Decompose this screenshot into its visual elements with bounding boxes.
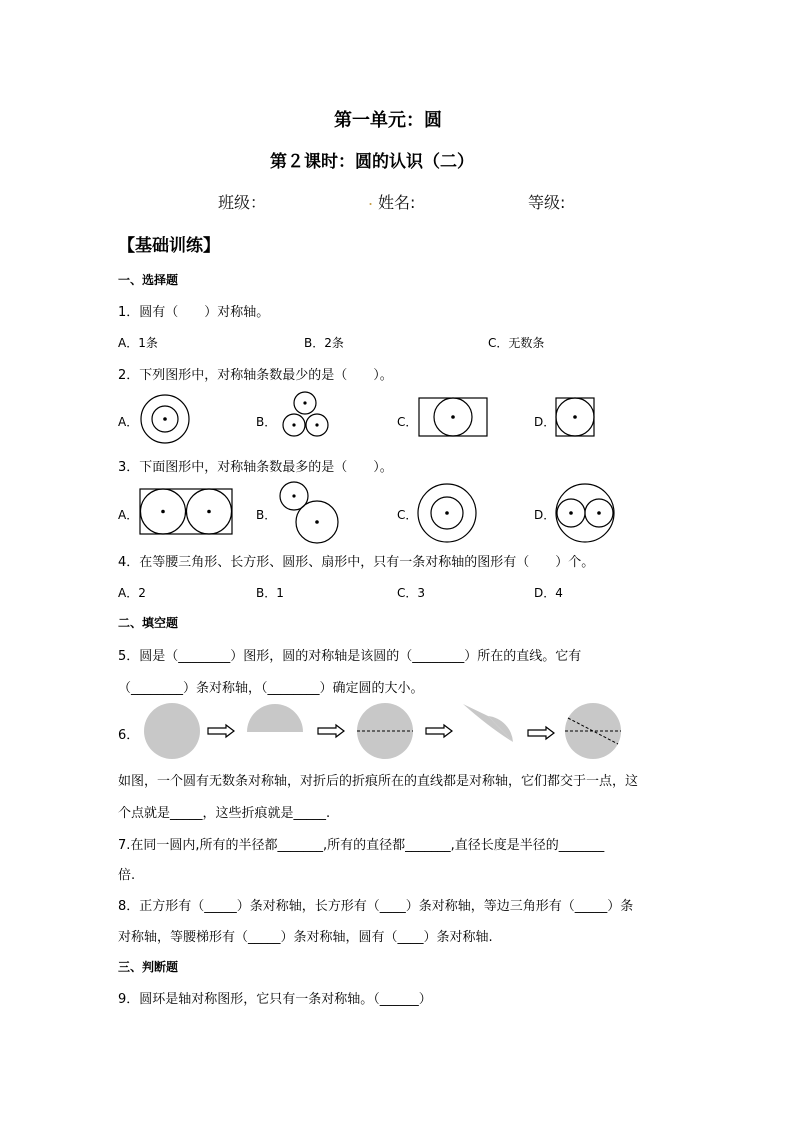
- page-subtitle: 第２课时：圆的认识（二）: [270, 152, 474, 172]
- q1-option-c: C．无数条: [488, 336, 545, 350]
- question-7-line-1: 7.在同一圆内,所有的半径都_______,所有的直径都_______,直径长度是半径的_______: [118, 838, 605, 853]
- q3-figure-b-two-touching-circles: [276, 481, 342, 545]
- q1-option-b: B．2条: [304, 336, 344, 350]
- part-heading-choice: 一、选择题: [118, 273, 179, 287]
- q4-option-d: D．4: [534, 586, 563, 600]
- part-heading-fill: 二、填空题: [118, 616, 179, 630]
- q4-option-b: B．1: [256, 586, 284, 600]
- question-9: 9．圆环是轴对称图形，它只有一条对称轴。（______）: [118, 992, 432, 1007]
- q3-figure-c-concentric-circles: [416, 482, 480, 544]
- q6-folding-sequence-figure: [140, 698, 630, 764]
- q3-option-d: D．: [534, 508, 556, 522]
- question-8-line-2: 对称轴，等腰梯形有（_____）条对称轴，圆有（____）条对称轴.: [118, 930, 493, 945]
- section-heading-basic: 【基础训练】: [118, 236, 220, 256]
- q1-option-a: A．1条: [118, 336, 158, 350]
- page-title: 第一单元：圆: [334, 110, 442, 131]
- q2-option-a: A．: [118, 415, 139, 429]
- question-7-line-2: 倍.: [118, 868, 136, 883]
- q3-option-c: C．: [397, 508, 418, 522]
- q2-figure-c-circle-in-rectangle: [418, 397, 490, 439]
- question-6-line-1: 如图，一个圆有无数条对称轴，对折后的折痕所在的直线都是对称轴，它们都交于一点，这: [118, 774, 639, 789]
- question-3: 3．下面图形中，对称轴条数最多的是（ ）。: [118, 460, 393, 475]
- q3-option-b: B．: [256, 508, 277, 522]
- decorative-dot: .: [368, 190, 374, 209]
- q3-figure-a-two-circles-in-rectangle: [139, 488, 235, 536]
- part-heading-judge: 三、判断题: [118, 960, 179, 974]
- q2-option-d: D．: [534, 415, 556, 429]
- grade-label: 等级:: [528, 193, 566, 212]
- q2-option-c: C．: [397, 415, 418, 429]
- q3-figure-d-two-circles-in-circle: [554, 482, 618, 544]
- q2-figure-d-circle-in-square: [555, 397, 597, 439]
- q4-option-c: C．3: [397, 586, 426, 600]
- question-2: 2．下列图形中，对称轴条数最少的是（ ）。: [118, 368, 393, 383]
- name-label: 姓名:: [378, 193, 416, 212]
- question-6-label: 6．: [118, 728, 140, 743]
- question-4: 4．在等腰三角形、长方形、圆形、扇形中，只有一条对称轴的图形有（ ）个。: [118, 555, 595, 570]
- question-5-line-1: 5．圆是（________）图形，圆的对称轴是该圆的（________）所在的直线。它有: [118, 649, 582, 664]
- question-5-line-2: （________）条对称轴，（________）确定圆的大小。: [118, 681, 424, 696]
- question-6-line-2: 个点就是_____，这些折痕就是_____.: [118, 806, 331, 821]
- class-label: 班级：: [218, 193, 267, 212]
- q2-figure-a-concentric-circles: [138, 393, 194, 445]
- question-1: 1．圆有（ ）对称轴。: [118, 305, 270, 320]
- q3-option-a: A．: [118, 508, 139, 522]
- question-8-line-1: 8．正方形有（_____）条对称轴，长方形有（____）条对称轴，等边三角形有（_____）条: [118, 899, 634, 914]
- q2-option-b: B．: [256, 415, 277, 429]
- q4-option-a: A．2: [118, 586, 146, 600]
- q2-figure-b-three-circles: [276, 388, 334, 442]
